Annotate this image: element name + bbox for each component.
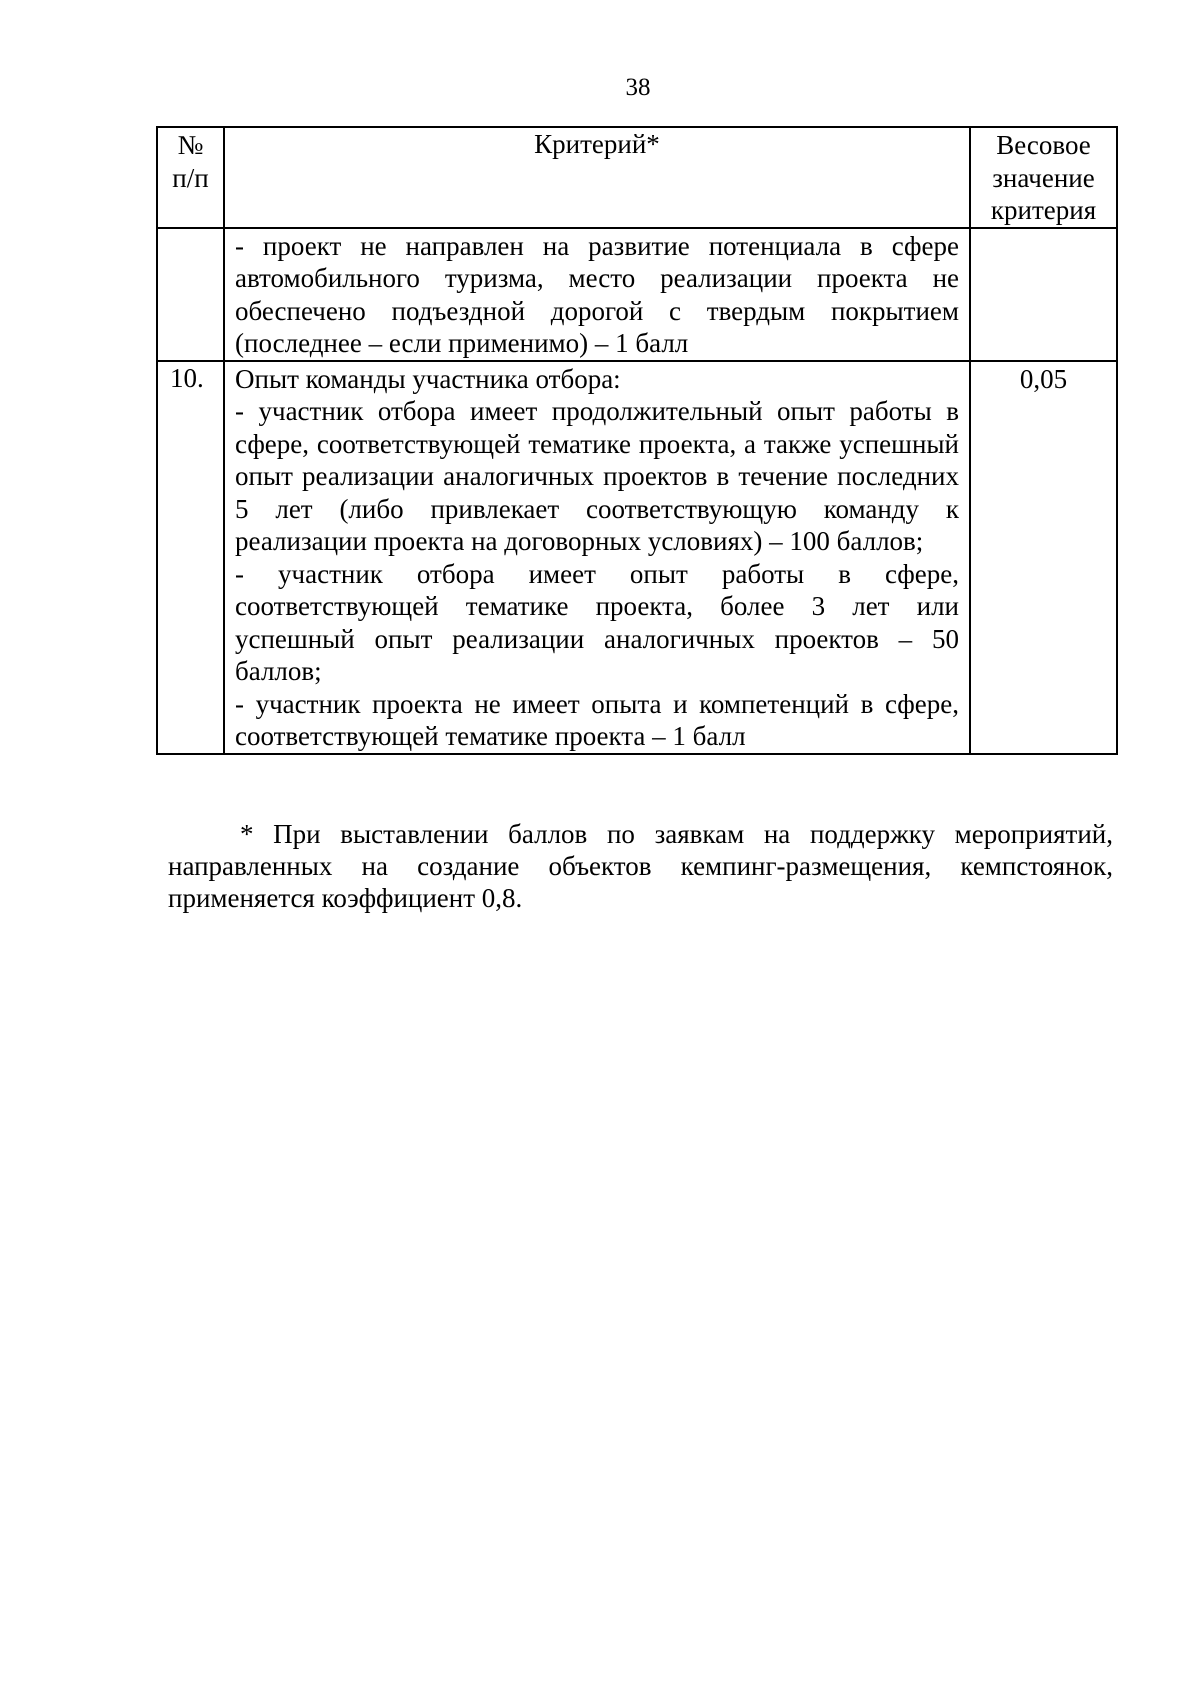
header-criterion-label: Критерий*	[534, 129, 660, 159]
row-weight-cell: 0,05	[970, 361, 1117, 754]
row-number-cell	[157, 228, 224, 361]
row-weight-cell	[970, 228, 1117, 361]
table-header-row	[157, 127, 1117, 228]
row-criterion-cell	[224, 228, 970, 361]
header-criterion-cell	[224, 127, 970, 228]
footnote: * При выставлении баллов по заявкам на поддержку мероприятий, направленных на создание объектов кемпинг-размещения, кемпстоянок, применяется коэффициент 0,8.	[168, 819, 1113, 913]
row-number-cell: 10.	[157, 361, 224, 754]
header-weight-line-3: критерия	[990, 195, 1097, 225]
criterion-paragraph: - участник проекта не имеет опыта и компетенций в сфере, соответствующей тематике проекта – 1 балл	[235, 688, 959, 751]
header-number-symbol: №	[177, 130, 204, 160]
header-weight-line-1: Весовое	[996, 130, 1091, 160]
header-number-cell	[157, 127, 224, 228]
criteria-table	[156, 126, 1118, 755]
criterion-paragraph: - проект не направлен на развитие потенциала в сфере автомобильного туризма, место реализации проекта не обеспечено подъездной дорогой с твердым покрытием (последнее – если применимо) – 1 балл	[235, 230, 959, 358]
table-row	[157, 361, 1117, 754]
criterion-paragraph: - участник отбора имеет продолжительный опыт работы в сфере, соответствующей тематике проекта, а также успешный опыт реализации аналогичных проектов в течение последних 5 лет (либо привлекает соответствующую команду к реализации проекта на договорных условиях) – 100 баллов;	[235, 396, 959, 556]
header-number-abbrev: п/п	[172, 162, 209, 193]
header-weight-cell	[970, 127, 1117, 228]
page-number: 38	[625, 74, 651, 101]
header-weight-line-2: значение	[992, 162, 1095, 193]
table-row	[157, 228, 1117, 361]
row-criterion-cell	[224, 361, 970, 754]
criterion-paragraph: - участник отбора имеет опыт работы в сфере, соответствующей тематике проекта, более 3 лет или успешный опыт реализации аналогичных проектов – 50 баллов;	[235, 558, 959, 686]
criterion-title: Опыт команды участника отбора:	[235, 363, 621, 394]
